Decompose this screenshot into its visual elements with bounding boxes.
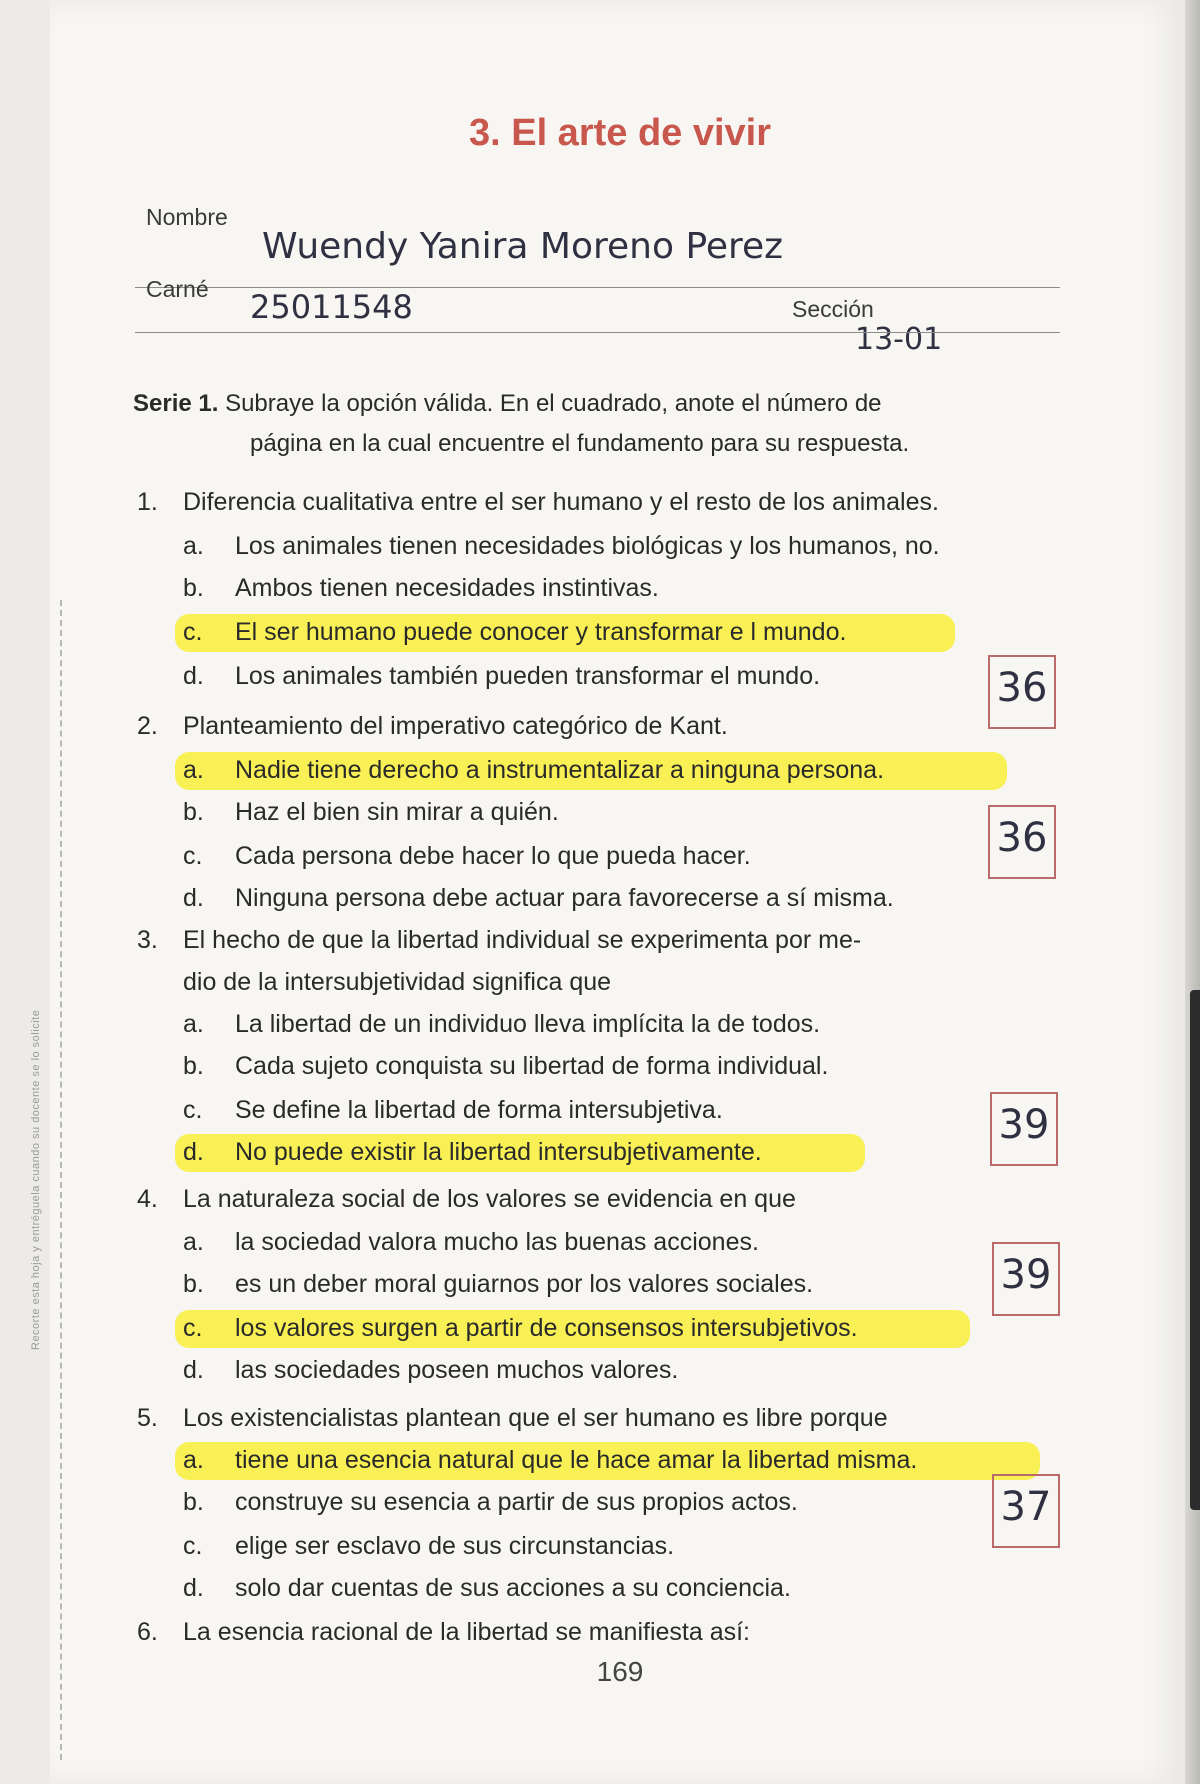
page-answer-handwritten: 36 xyxy=(996,815,1048,861)
option-letter: c. xyxy=(183,1314,203,1342)
option-text: Cada persona debe hacer lo que pueda hacer. xyxy=(235,842,751,870)
serie-instruction xyxy=(133,386,882,422)
question-text: La esencia racional de la libertad se manifiesta así: xyxy=(183,1618,750,1646)
page-answer-handwritten: 36 xyxy=(996,665,1048,711)
nombre-handwritten: Wuendy Yanira Moreno Perez xyxy=(262,226,784,267)
option-letter: c. xyxy=(183,1532,203,1560)
option-letter: d. xyxy=(183,884,204,912)
option-text: Los animales tienen necesidades biológicas y los humanos, no. xyxy=(235,532,940,560)
option-text: Haz el bien sin mirar a quién. xyxy=(235,798,559,826)
option-text: Ninguna persona debe actuar para favorecerse a sí misma. xyxy=(235,884,894,912)
page-answer-box xyxy=(988,805,1056,879)
page-title: 3. El arte de vivir xyxy=(468,112,772,154)
option-text: Se define la libertad de forma intersubjetiva. xyxy=(235,1096,723,1124)
question-text: Diferencia cualitativa entre el ser humano y el resto de los animales. xyxy=(183,488,939,516)
question-number: 2. xyxy=(137,712,158,740)
option-text: tiene una esencia natural que le hace amar la libertad misma. xyxy=(235,1446,918,1474)
option-letter: d. xyxy=(183,1356,204,1384)
option-text: Los animales también pueden transformar el mundo. xyxy=(235,662,821,690)
option-text: los valores surgen a partir de consensos intersubjetivos. xyxy=(235,1314,858,1342)
option-letter: a. xyxy=(183,1228,204,1256)
option-text: la sociedad valora mucho las buenas acciones. xyxy=(235,1228,759,1256)
option-letter: c. xyxy=(183,1096,203,1124)
option-letter: b. xyxy=(183,798,204,826)
page-answer-box xyxy=(990,1092,1058,1166)
page-number: 169 xyxy=(596,1656,644,1687)
carne-line xyxy=(135,332,1060,333)
page-answer-box xyxy=(992,1474,1060,1548)
option-letter: d. xyxy=(183,1574,204,1602)
option-text: es un deber moral guiarnos por los valores sociales. xyxy=(235,1270,814,1298)
seccion-handwritten: 13-01 xyxy=(855,322,943,357)
page-answer-handwritten: 39 xyxy=(998,1102,1050,1148)
option-text: Ambos tienen necesidades instintivas. xyxy=(235,574,659,602)
question-number: 1. xyxy=(137,488,158,516)
cut-instruction: Recorte esta hoja y entréguela cuando su docente se lo solicite xyxy=(30,1009,42,1350)
option-text: las sociedades poseen muchos valores. xyxy=(235,1356,679,1384)
carne-handwritten: 25011548 xyxy=(250,288,413,326)
question-number: 3. xyxy=(137,926,158,954)
carne-label: Carné xyxy=(146,276,209,302)
question-number: 5. xyxy=(137,1404,158,1432)
option-text: La libertad de un individuo lleva implícita la de todos. xyxy=(235,1010,821,1038)
page-answer-handwritten: 37 xyxy=(1000,1484,1052,1530)
question-number: 6. xyxy=(137,1618,158,1646)
option-text: Cada sujeto conquista su libertad de forma individual. xyxy=(235,1052,829,1080)
option-letter: a. xyxy=(183,1010,204,1038)
option-text: Nadie tiene derecho a instrumentalizar a ninguna persona. xyxy=(235,756,885,784)
option-letter: b. xyxy=(183,1488,204,1516)
page-answer-handwritten: 39 xyxy=(1000,1252,1052,1298)
question-text: Planteamiento del imperativo categórico de Kant. xyxy=(183,712,728,740)
background-edge xyxy=(1190,990,1200,1510)
option-text: No puede existir la libertad intersubjetivamente. xyxy=(235,1138,762,1166)
option-text: construye su esencia a partir de sus propios actos. xyxy=(235,1488,798,1516)
question-text: La naturaleza social de los valores se evidencia en que xyxy=(183,1185,796,1213)
serie-label: Serie 1. xyxy=(133,390,219,417)
question-text: El hecho de que la libertad individual se experimenta por me- xyxy=(183,926,862,954)
option-text: solo dar cuentas de sus acciones a su conciencia. xyxy=(235,1574,791,1602)
question-text: dio de la intersubjetividad significa que xyxy=(183,968,612,996)
option-letter: c. xyxy=(183,618,203,646)
question-text: Los existencialistas plantean que el ser humano es libre porque xyxy=(183,1404,888,1432)
page-answer-box xyxy=(992,1242,1060,1316)
option-letter: b. xyxy=(183,1052,204,1080)
cut-line xyxy=(60,600,62,1760)
option-letter: c. xyxy=(183,842,203,870)
option-text: elige ser esclavo de sus circunstancias. xyxy=(235,1532,675,1560)
question-number: 4. xyxy=(137,1185,158,1213)
option-letter: d. xyxy=(183,1138,204,1166)
page-edge xyxy=(1185,0,1200,1784)
option-letter: b. xyxy=(183,574,204,602)
page-answer-box xyxy=(988,655,1056,729)
option-letter: d. xyxy=(183,662,204,690)
instruction-line-2: página en la cual encuentre el fundamento para su respuesta. xyxy=(250,430,910,457)
option-text: El ser humano puede conocer y transformar e l mundo. xyxy=(235,618,847,646)
nombre-label: Nombre xyxy=(146,204,228,230)
option-letter: a. xyxy=(183,532,204,560)
option-letter: b. xyxy=(183,1270,204,1298)
option-letter: a. xyxy=(183,756,204,784)
seccion-label: Sección xyxy=(792,296,874,322)
option-letter: a. xyxy=(183,1446,204,1474)
instruction-line-1: Subraye la opción válida. En el cuadrado, anote el número de xyxy=(225,390,882,417)
